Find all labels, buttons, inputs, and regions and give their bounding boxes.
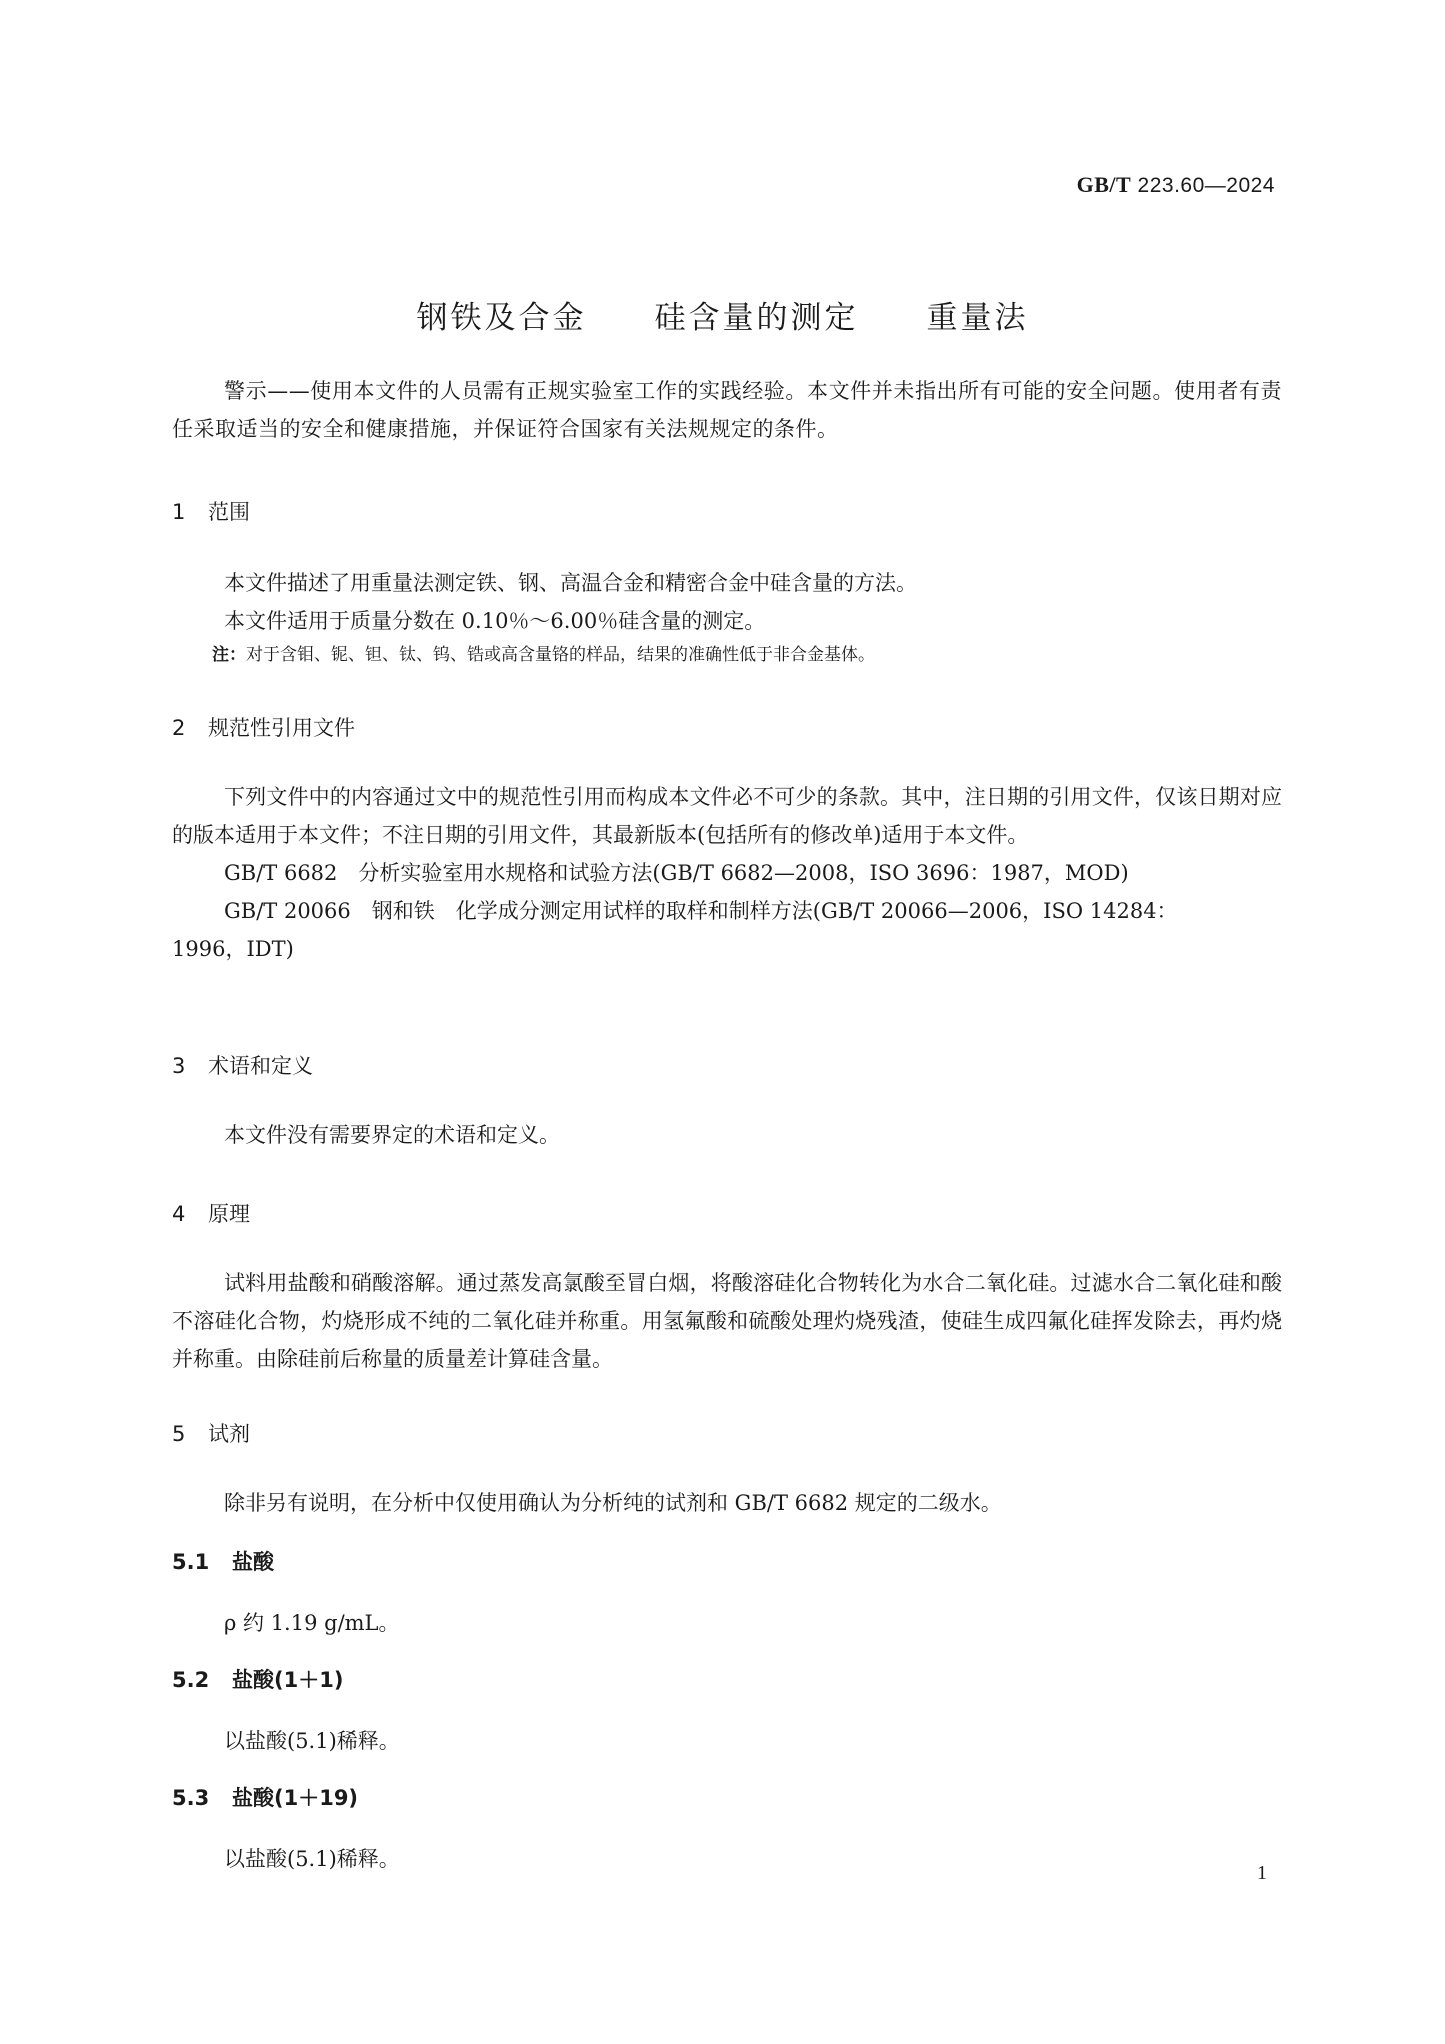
section-number: 1: [172, 500, 186, 524]
terms-text: 本文件没有需要界定的术语和定义。: [224, 1123, 560, 1147]
subsection-5-2-heading: [172, 1664, 343, 1694]
reference-gbt-20066-cont: 1996，IDT): [172, 937, 294, 961]
section-title: 范围: [208, 500, 250, 524]
section-number: 4: [172, 1202, 186, 1226]
document-title: 钢铁及合金 硅含量的测定 重量法: [416, 300, 1029, 336]
section-4-heading: [172, 1198, 250, 1228]
section-3-heading: [172, 1050, 313, 1080]
subsection-text: ρ 约 1.19 g/mL。: [224, 1611, 400, 1635]
subsection-5-3-heading: [172, 1782, 358, 1812]
subsection-number: 5.2: [172, 1668, 210, 1692]
subsection-title: 盐酸(1＋19): [232, 1786, 359, 1810]
subsection-title: 盐酸: [232, 1550, 274, 1574]
subsection-5-1-body: [172, 1604, 1282, 1642]
section-1-heading: [172, 496, 250, 526]
section-4-body: [172, 1264, 1282, 1378]
reagents-text: 除非另有说明，在分析中仅使用确认为分析纯的试剂和 GB/T 6682 规定的二级水。: [224, 1491, 1002, 1515]
section-3-body: [172, 1116, 1282, 1154]
standard-prefix: GB/T: [1076, 172, 1132, 197]
section-title: 试剂: [208, 1422, 250, 1446]
section-1-body: [172, 564, 1282, 670]
subsection-5-1-heading: [172, 1546, 274, 1576]
section-2-heading: [172, 712, 355, 742]
subsection-number: 5.3: [172, 1786, 210, 1810]
section-5-heading: [172, 1418, 250, 1448]
warning-block: [172, 372, 1282, 448]
scope-note: [172, 640, 1282, 670]
reference-gbt-20066: GB/T 20066 钢和铁 化学成分测定用试样的取样和制样方法(GB/T 20066—2006，ISO 14284：: [224, 899, 1178, 923]
section-number: 3: [172, 1054, 186, 1078]
scope-line-2: 本文件适用于质量分数在 0.10％～6.00％硅含量的测定。: [224, 609, 766, 633]
subsection-5-3-body: [172, 1840, 1282, 1878]
reference-gbt-6682: GB/T 6682 分析实验室用水规格和试验方法(GB/T 6682—2008，ISO 3696：1987，MOD): [224, 861, 1129, 885]
section-number: 5: [172, 1422, 186, 1446]
warning-text: 警示——使用本文件的人员需有正规实验室工作的实践经验。本文件并未指出所有可能的安全问题。使用者有责任采取适当的安全和健康措施，并保证符合国家有关法规规定的条件。: [172, 379, 1282, 441]
subsection-text: 以盐酸(5.1)稀释。: [224, 1729, 400, 1753]
section-title: 规范性引用文件: [208, 716, 355, 740]
subsection-text: 以盐酸(5.1)稀释。: [224, 1847, 400, 1871]
subsection-5-2-body: [172, 1722, 1282, 1760]
standard-code: 223.60—2024: [1131, 174, 1275, 197]
references-intro: 下列文件中的内容通过文中的规范性引用而构成本文件必不可少的条款。其中，注日期的引用文件，仅该日期对应的版本适用于本文件；不注日期的引用文件，其最新版本(包括所有的修改单)适用于本文件。: [172, 785, 1282, 847]
page-number: 1: [1257, 1862, 1267, 1884]
section-2-body: [172, 778, 1282, 968]
principle-text: 试料用盐酸和硝酸溶解。通过蒸发高氯酸至冒白烟，将酸溶硅化合物转化为水合二氧化硅。过滤水合二氧化硅和酸不溶硅化合物，灼烧形成不纯的二氧化硅并称重。用氢氟酸和硫酸处理灼烧残渣，使硅生成四氟化硅挥发除去，再灼烧并称重。由除硅前后称量的质量差计算硅含量。: [172, 1271, 1282, 1371]
note-label: 注：: [212, 645, 246, 665]
subsection-number: 5.1: [172, 1550, 210, 1574]
note-text: 对于含钼、铌、钽、钛、钨、锆或高含量铬的样品，结果的准确性低于非合金基体。: [246, 645, 875, 665]
section-title: 原理: [208, 1202, 250, 1226]
scope-line-1: 本文件描述了用重量法测定铁、钢、高温合金和精密合金中硅含量的方法。: [224, 571, 917, 595]
section-number: 2: [172, 716, 186, 740]
section-title: 术语和定义: [208, 1054, 313, 1078]
subsection-title: 盐酸(1＋1): [232, 1668, 344, 1692]
section-5-body: [172, 1484, 1282, 1522]
standard-number: [1077, 172, 1275, 198]
